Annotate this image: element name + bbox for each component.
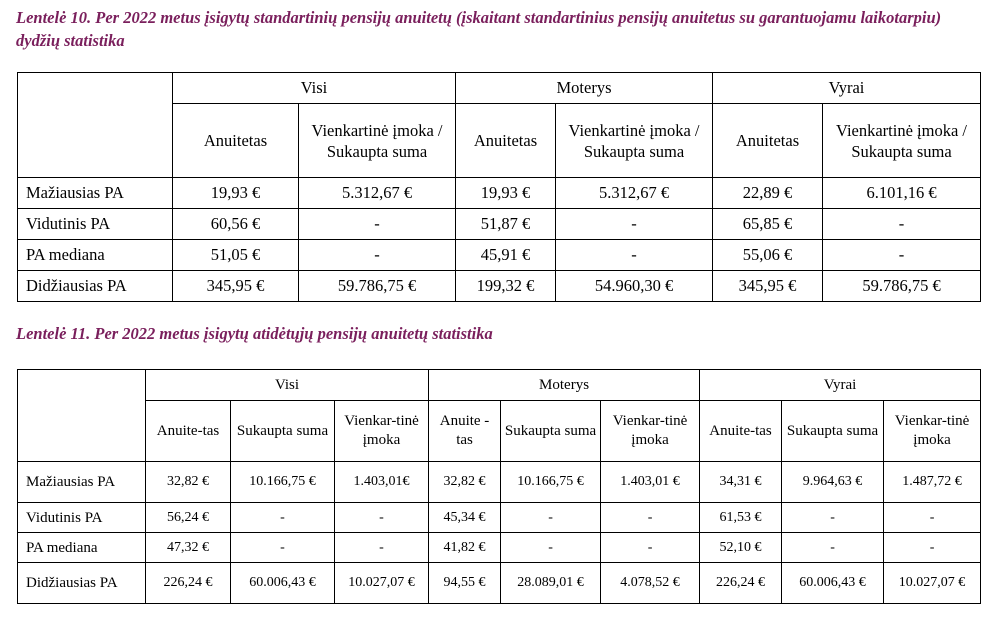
table-cell: 1.403,01 € — [601, 462, 700, 503]
table-cell: - — [335, 503, 429, 533]
table-10-group-header: Vyrai — [713, 73, 981, 104]
table-row — [18, 209, 981, 240]
table-row — [18, 533, 981, 563]
table-cell: 5.312,67 € — [299, 178, 456, 209]
table-cell: - — [556, 209, 713, 240]
table-cell: 5.312,67 € — [556, 178, 713, 209]
table-cell: 51,05 € — [173, 240, 299, 271]
table-10-sub-header: Vienkartinė įmoka / Sukaupta suma — [556, 104, 713, 178]
table-cell: - — [299, 209, 456, 240]
row-label: Vidutinis PA — [18, 209, 173, 240]
table-cell: 10.166,75 € — [231, 462, 335, 503]
table-11-group-header: Moterys — [429, 370, 700, 401]
table-cell: 10.166,75 € — [501, 462, 601, 503]
table-cell: - — [782, 503, 884, 533]
table-cell: 34,31 € — [700, 462, 782, 503]
table-11-group-header: Vyrai — [700, 370, 981, 401]
table-11-sub-header: Vienkar-tinė įmoka — [884, 401, 981, 462]
table-cell: 45,34 € — [429, 503, 501, 533]
table-11-corner-cell — [18, 370, 146, 462]
table-10-corner-cell — [18, 73, 173, 178]
table-cell: 19,93 € — [173, 178, 299, 209]
table-row — [18, 271, 981, 302]
table-cell: 60.006,43 € — [231, 563, 335, 604]
table-cell: 1.487,72 € — [884, 462, 981, 503]
table-cell: - — [884, 533, 981, 563]
table-cell: 60.006,43 € — [782, 563, 884, 604]
table-cell: 1.403,01€ — [335, 462, 429, 503]
table-cell: 345,95 € — [713, 271, 823, 302]
table-11-sub-header: Anuite-tas — [146, 401, 231, 462]
table-11-sub-header: Anuite-tas — [700, 401, 782, 462]
table-11-sub-header-row — [18, 401, 981, 462]
table-cell: - — [335, 533, 429, 563]
table-cell: 52,10 € — [700, 533, 782, 563]
table-cell: 55,06 € — [713, 240, 823, 271]
table-10-sub-header: Vienkartinė įmoka / Sukaupta suma — [299, 104, 456, 178]
row-label: Vidutinis PA — [18, 503, 146, 533]
table-cell: 22,89 € — [713, 178, 823, 209]
table-cell: 54.960,30 € — [556, 271, 713, 302]
table-11-sub-header: Sukaupta suma — [501, 401, 601, 462]
table-11-sub-header: Vienkar-tinė įmoka — [335, 401, 429, 462]
table-11-group-header-row — [18, 370, 981, 401]
table-10-caption: Lentelė 10. Per 2022 metus įsigytų standartinių pensijų anuitetų (įskaitant standartinius pensijų anuitetus su garantuojamu laikotarpiu) dydžių statistika — [16, 8, 942, 50]
table-11-caption: Lentelė 11. Per 2022 metus įsigytų atidėtųjų pensijų anuitetų statistika — [16, 324, 493, 343]
table-cell: 65,85 € — [713, 209, 823, 240]
table-10-sub-header: Anuitetas — [456, 104, 556, 178]
table-11-sub-header: Vienkar-tinė įmoka — [601, 401, 700, 462]
table-cell: 28.089,01 € — [501, 563, 601, 604]
table-row — [18, 178, 981, 209]
table-row — [18, 563, 981, 604]
table-cell: - — [299, 240, 456, 271]
table-10-group-header: Moterys — [456, 73, 713, 104]
table-cell: 60,56 € — [173, 209, 299, 240]
table-cell: - — [601, 533, 700, 563]
row-label: PA mediana — [18, 533, 146, 563]
table-cell: 226,24 € — [146, 563, 231, 604]
row-label: PA mediana — [18, 240, 173, 271]
table-10-group-header-row — [18, 73, 981, 104]
table-cell: - — [601, 503, 700, 533]
table-10-sub-header: Vienkartinė įmoka / Sukaupta suma — [823, 104, 981, 178]
table-cell: 4.078,52 € — [601, 563, 700, 604]
table-cell: 226,24 € — [700, 563, 782, 604]
table-cell: - — [501, 503, 601, 533]
table-cell: - — [501, 533, 601, 563]
table-cell: 59.786,75 € — [823, 271, 981, 302]
table-cell: 47,32 € — [146, 533, 231, 563]
table-cell: 10.027,07 € — [335, 563, 429, 604]
table-cell: - — [782, 533, 884, 563]
table-cell: 59.786,75 € — [299, 271, 456, 302]
table-row — [18, 503, 981, 533]
table-11-sub-header: Sukaupta suma — [231, 401, 335, 462]
table-cell: 10.027,07 € — [884, 563, 981, 604]
table-cell: 199,32 € — [456, 271, 556, 302]
table-cell: 61,53 € — [700, 503, 782, 533]
table-10 — [17, 72, 981, 302]
table-11-sub-header: Sukaupta suma — [782, 401, 884, 462]
table-cell: 6.101,16 € — [823, 178, 981, 209]
table-cell: 56,24 € — [146, 503, 231, 533]
table-11-sub-header: Anuite -tas — [429, 401, 501, 462]
table-cell: 94,55 € — [429, 563, 501, 604]
table-11 — [17, 369, 981, 604]
row-label: Mažiausias PA — [18, 462, 146, 503]
table-10-sub-header: Anuitetas — [173, 104, 299, 178]
row-label: Mažiausias PA — [18, 178, 173, 209]
table-row — [18, 462, 981, 503]
table-cell: - — [231, 503, 335, 533]
row-label: Didžiausias PA — [18, 563, 146, 604]
table-cell: - — [823, 209, 981, 240]
table-cell: - — [823, 240, 981, 271]
table-cell: 51,87 € — [456, 209, 556, 240]
table-row — [18, 240, 981, 271]
table-cell: 19,93 € — [456, 178, 556, 209]
table-10-sub-header: Anuitetas — [713, 104, 823, 178]
table-cell: 41,82 € — [429, 533, 501, 563]
table-cell: 32,82 € — [146, 462, 231, 503]
table-cell: - — [556, 240, 713, 271]
table-cell: 345,95 € — [173, 271, 299, 302]
table-10-group-header: Visi — [173, 73, 456, 104]
table-cell: - — [884, 503, 981, 533]
table-cell: - — [231, 533, 335, 563]
table-11-group-header: Visi — [146, 370, 429, 401]
table-cell: 9.964,63 € — [782, 462, 884, 503]
table-cell: 32,82 € — [429, 462, 501, 503]
table-cell: 45,91 € — [456, 240, 556, 271]
row-label: Didžiausias PA — [18, 271, 173, 302]
